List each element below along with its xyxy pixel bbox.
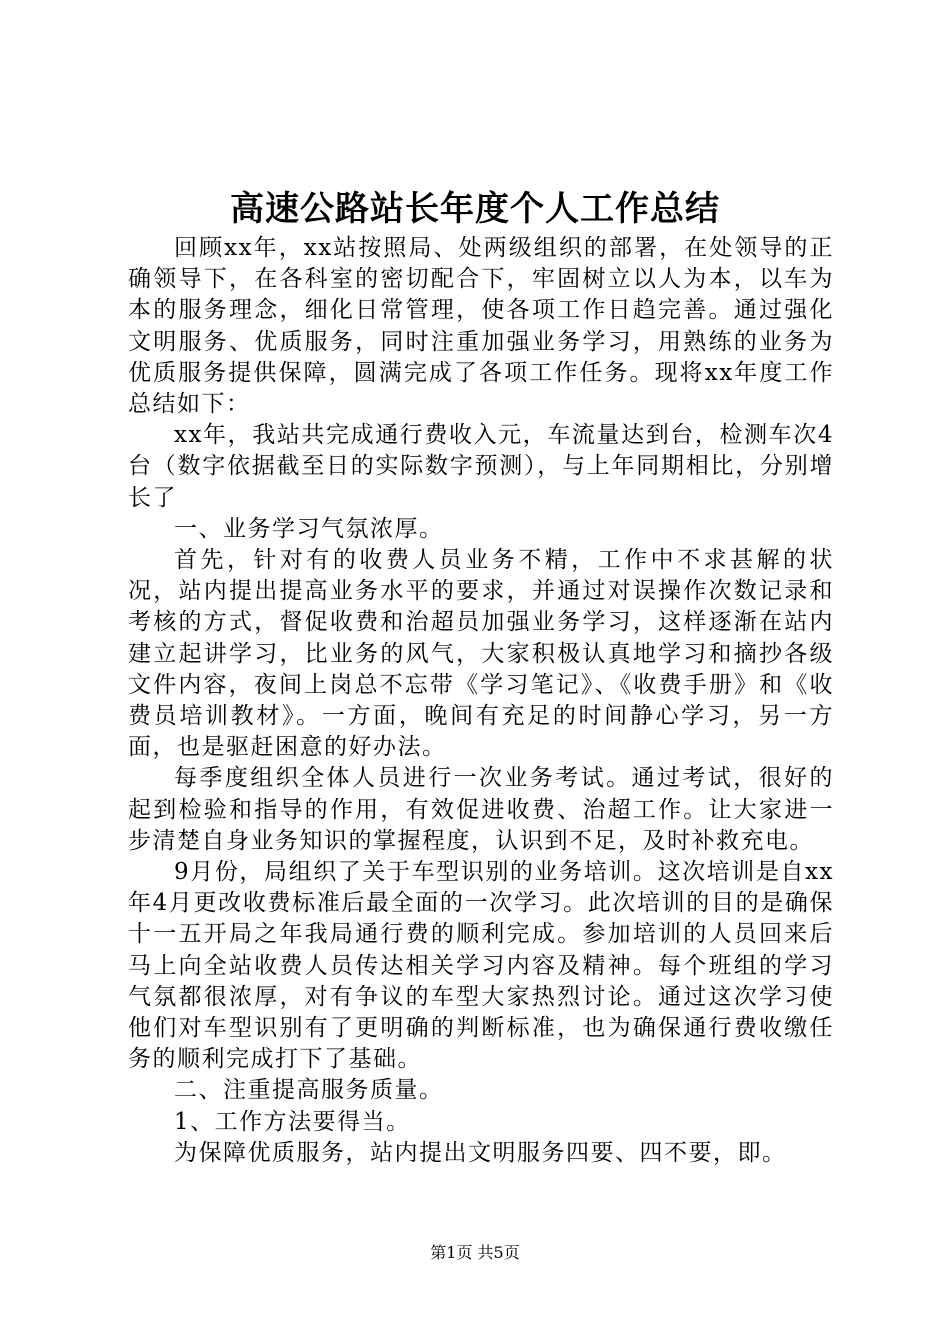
paragraph-study-first: 首先，针对有的收费人员业务不精，工作中不求甚解的状况，站内提出提高业务水平的要求，并通过对误操作次数记录和考核的方式，督促收费和治超员加强业务学习，这样逐渐在站内建立起讲学习，比业务的风气，大家积极认真地学习和摘抄各级文件内容，夜间上岗总不忘带《学习笔记》、《收费手册》和《收费员培训教材》。一方面，晚间有充足的时间静心学习，另一方面，也是驱赶困意的好办法。 [128,547,834,761]
section-heading-1: 一、业务学习气氛浓厚。 [174,515,444,542]
subsection-heading-1: 1、工作方法要得当。 [174,1108,411,1135]
paragraph-service-rules: 为保障优质服务，站内提出文明服务四要、四不要，即。 [174,1139,787,1166]
paragraph-quarterly-exam: 每季度组织全体人员进行一次业务考试。通过考试，很好的起到检验和指导的作用，有效促进收费、治超工作。让大家进一步清楚自身业务知识的掌握程度，认识到不足，及时补救充电。 [128,765,834,854]
document-title: 高速公路站长年度个人工作总结 [230,189,720,229]
paragraph-september-training: 9月份，局组织了关于车型识别的业务培训。这次培训是自xx年4月更改收费标准后最全面的一次学习。此次培训的目的是确保十一五开局之年我局通行费的顺利完成。参加培训的人员回来后马上向全站收费人员传达相关学习内容及精神。每个班组的学习气氛都很浓厚，对有争议的车型大家热烈讨论。通过这次学习使他们对车型识别有了更明确的判断标准，也为确保通行费收缴任务的顺利完成打下了基础。 [128,859,834,1073]
paragraph-intro: 回顾xx年，xx站按照局、处两级组织的部署，在处领导的正确领导下，在各科室的密切配合下，牢固树立以人为本，以车为本的服务理念，细化日常管理，使各项工作日趋完善。通过强化文明服务、优质服务，同时注重加强业务学习，用熟练的业务为优质服务提供保障，圆满完成了各项工作任务。现将xx年度工作总结如下： [128,235,834,418]
section-heading-2: 二、注重提高服务质量。 [174,1077,444,1104]
paragraph-statistics: xx年，我站共完成通行费收入元，车流量达到台，检测车次4台（数字依据截至日的实际数字预测），与上年同期相比，分别增长了 [128,422,834,511]
document-body [128,233,834,1169]
page-footer: 第1页 共5页 [430,1243,520,1262]
